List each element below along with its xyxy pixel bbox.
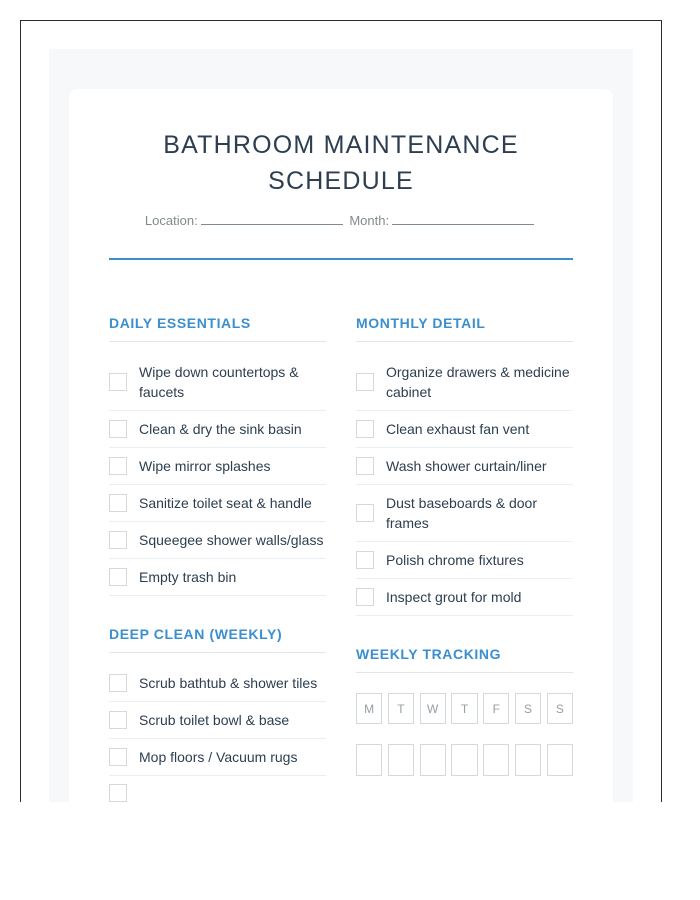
item-label: Polish chrome fixtures [386,552,524,568]
day-checkbox[interactable] [388,744,414,776]
item-label: Empty trash bin [139,569,237,585]
checkbox[interactable] [356,588,374,606]
list-item[interactable] [356,354,573,411]
location-field[interactable] [201,213,343,225]
item-label: Clean & dry the sink basin [139,421,302,437]
item-label: Sanitize toilet seat & handle [139,495,312,511]
item-label: Wipe down countertops & faucets [139,364,299,400]
left-column [109,315,326,802]
checkbox[interactable] [109,748,127,766]
checkbox[interactable] [109,568,127,586]
item-label: Dust baseboards & door frames [386,495,537,531]
item-label: Inspect grout for mold [386,589,522,605]
list-item[interactable] [109,354,326,411]
item-label: Mop floors / Vacuum rugs [139,749,298,765]
checkbox[interactable] [109,457,127,475]
checkbox[interactable] [109,711,127,729]
meta-fields [109,213,573,228]
checkbox[interactable] [356,551,374,569]
page-background [49,49,633,802]
location-label: Location: [144,213,198,228]
day-label: T [451,693,477,724]
month-field[interactable] [392,213,534,225]
document-frame [20,20,662,802]
checkbox[interactable] [109,531,127,549]
day-checkbox[interactable] [451,744,477,776]
section-title-weekly: DEEP CLEAN (WEEKLY) [109,626,326,653]
list-item[interactable] [356,579,573,616]
list-item[interactable] [356,542,573,579]
day-labels-row [356,693,573,724]
day-label: S [515,693,541,724]
section-title-daily: DAILY ESSENTIALS [109,315,326,342]
checkbox[interactable] [109,494,127,512]
day-label: M [356,693,382,724]
checkbox[interactable] [356,373,374,391]
checkbox[interactable] [356,504,374,522]
item-label: Wash shower curtain/liner [386,458,547,474]
list-item[interactable] [109,485,326,522]
list-item[interactable] [109,448,326,485]
month-label: Month: [349,213,390,228]
day-label: W [420,693,446,724]
list-item[interactable] [356,411,573,448]
day-label: F [483,693,509,724]
weekly-tracking [356,646,573,776]
day-checkbox[interactable] [547,744,573,776]
item-label: Scrub bathtub & shower tiles [139,675,318,691]
header-divider [109,258,573,260]
daily-list [109,354,326,596]
monthly-list [356,354,573,616]
day-checkbox[interactable] [420,744,446,776]
day-checkbox-row [356,744,573,776]
schedule-card [69,89,613,802]
item-label: Scrub toilet bowl & base [139,712,290,728]
right-column [356,315,573,802]
checkbox[interactable] [109,674,127,692]
day-checkbox[interactable] [356,744,382,776]
list-item[interactable] [109,522,326,559]
columns [109,315,573,802]
item-label: Organize drawers & medicine cabinet [386,364,570,400]
section-title-tracking: WEEKLY TRACKING [356,646,573,673]
checkbox[interactable] [109,373,127,391]
item-label: Clean exhaust fan vent [386,421,530,437]
page-title [109,127,573,199]
section-title-monthly: MONTHLY DETAIL [356,315,573,342]
day-label: S [547,693,573,724]
day-checkbox[interactable] [515,744,541,776]
title-line-1: BATHROOM MAINTENANCE [163,131,519,159]
checkbox[interactable] [109,420,127,438]
day-checkbox[interactable] [483,744,509,776]
day-label: T [388,693,414,724]
list-item[interactable] [109,702,326,739]
list-item[interactable] [109,776,326,802]
list-item[interactable] [356,448,573,485]
list-item[interactable] [356,485,573,542]
list-item[interactable] [109,411,326,448]
title-line-2: SCHEDULE [268,167,414,195]
list-item[interactable] [109,665,326,702]
weekly-list [109,665,326,802]
checkbox[interactable] [356,420,374,438]
checkbox[interactable] [356,457,374,475]
checkbox[interactable] [109,784,127,802]
item-label: Squeegee shower walls/glass [139,532,324,548]
list-item[interactable] [109,559,326,596]
item-label: Wipe mirror splashes [139,458,271,474]
list-item[interactable] [109,739,326,776]
